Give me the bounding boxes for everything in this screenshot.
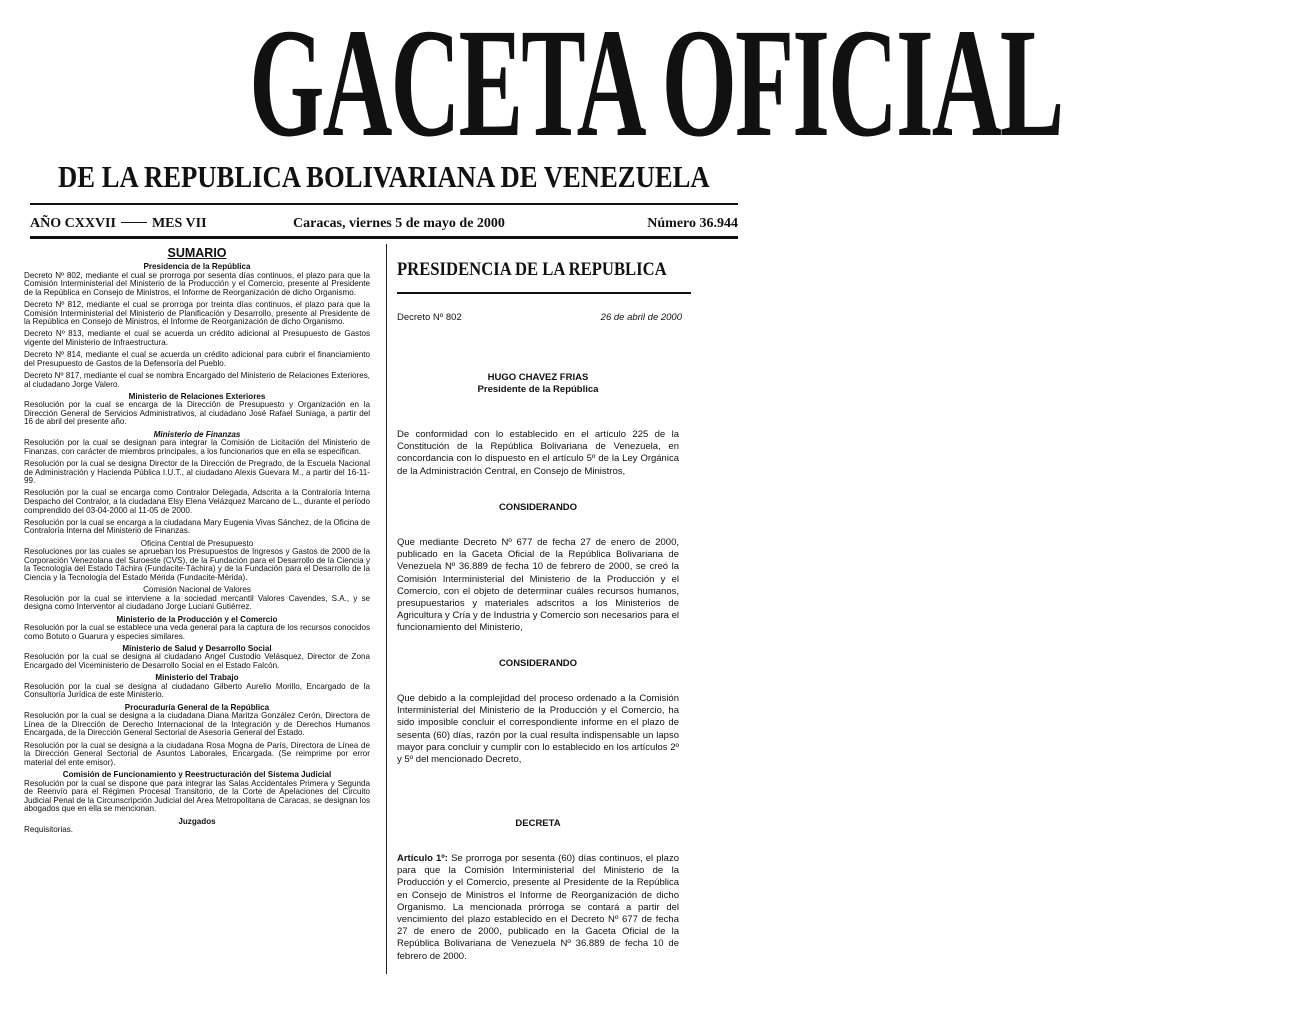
sumario-section-heading: Ministerio de Finanzas <box>153 429 241 439</box>
signer-name: HUGO CHAVEZ FRIAS <box>487 372 589 383</box>
sumario-entry: Resolución por la cual se designa a la ciudadana Rosa Mogna de París, Directora de Línea de la Dirección General Sectorial de Asuntos Laborales, Encargada. (Se reimprime por error material del ente emisor). <box>24 740 370 767</box>
sumario-section-heading: Comisión de Funcionamiento y Reestructuración del Sistema Judicial <box>62 769 332 779</box>
signer-block <box>397 372 679 395</box>
sumario-entry: Resolución por la cual se encarga a la ciudadana Mary Eugenia Vivas Sánchez, de la Oficina de Contraloría Interna del Ministerio de Finanzas. <box>24 517 370 536</box>
decree-number: Decreto Nº 802 <box>397 312 462 323</box>
sumario-entry: Resolución por la cual se designa a la ciudadana Diana Maritza González Cerón, Directora de Línea de la Dirección de Derecho Internacional de la Integración y de Derechos Humanos Encargada, de la Dirección General Sectorial de Asesoría General del Estado. <box>24 711 370 738</box>
masthead-rule-top <box>30 203 738 205</box>
section-title-rule <box>397 292 691 294</box>
article-1-label: Artículo 1º: <box>397 853 448 864</box>
sumario-entry: Resolución por la cual se encarga de la Dirección de Presupuesto y Organización en la Dirección General de Servicios Administrativos, al ciudadano José Rafael Suniaga, a partir del 16 de abril del presente año. <box>24 400 370 427</box>
issue-number: Número 36.944 <box>647 216 738 231</box>
considerando-heading-1: CONSIDERANDO <box>498 502 578 513</box>
sumario-section-heading: Ministerio de la Producción y el Comercio <box>116 614 278 624</box>
sumario-entry: Decreto Nº 813, mediante el cual se acuerda un crédito adicional al Presupuesto de Gastos vigente del Ministerio de Infraestructura. <box>24 329 370 347</box>
sumario-entry: Resolución por la cual se dispone que para integrar las Salas Accidentales Primera y Segunda de Reenvío para el Régimen Procesal Transitorio, de la Corte de Apelaciones del Circuito Judicial Penal de la Circunscripción Judicial del Area Metropolitana de Caracas, se designan los abogados que en ella se mencionan. <box>24 778 370 814</box>
sumario-entry: Resolución por la cual se designa al ciudadano Angel Custodio Velásquez, Director de Zona Encargado del Viceministerio de Desarrollo Social en el Estado Falcón. <box>24 652 370 671</box>
article-1-text: Se prorroga por sesenta (60) días continuos, el plazo para que la Comisión Interministerial del Ministerio de la Producción y el Comercio, presente al Presidente de la República en Consejo de Ministros el Informe de Reorganización de dicho Organismo. La mencionada prórroga se contará a partir del vencimiento del plazo establecido en el Decreto Nº 677 de fecha 27 de enero de 2000, publicado en la Gaceta Oficial de la República Bolivariana de Venezuela Nº 36.889 de fecha 10 de febrero de 2000. <box>397 853 679 962</box>
gazette-masthead-subtitle: DE LA REPUBLICA BOLIVARIANA DE VENEZUELA <box>58 159 710 194</box>
sumario-entry: Requisitorias. <box>24 825 74 835</box>
decree-column <box>397 258 682 962</box>
gazette-masthead-title: GACETA OFICIAL <box>249 0 1063 169</box>
issue-year-month <box>30 214 207 234</box>
considerando-heading-2: CONSIDERANDO <box>498 658 578 669</box>
sumario-section-heading: Oficina Central de Presupuesto <box>140 538 254 548</box>
sumario-section-heading: Juzgados <box>178 816 216 826</box>
decree-intro-paragraph: De conformidad con lo establecido en el artículo 225 de la Constitución de la República Bolivariana de Venezuela, en concordancia con lo dispuesto en el artículo 5º de la Ley Orgánica de la Administración Central, en Consejo de Ministros, <box>397 429 679 477</box>
issue-dash <box>121 222 147 223</box>
section-title: PRESIDENCIA DE LA REPUBLICA <box>397 260 667 280</box>
sumario-entry: Resolución por la cual se encarga como Contralor Delegada, Adscrita a la Contraloría Interna Despacho del Contralor, a la ciudadana Elsy Elena Velázquez Marcano de L., durante el período comprendido del 03-04-2000 al 11-05 de 2000. <box>24 488 371 515</box>
issue-line <box>30 214 738 234</box>
sumario-heading: SUMARIO <box>167 246 227 260</box>
sumario-entry: Resolución por la cual se establece una veda general para la captura de los recursos conocidos como Botuto o Guarura y especies similares. <box>24 623 370 641</box>
sumario-column <box>24 246 370 838</box>
sumario-section-heading: Presidencia de la República <box>143 262 251 271</box>
sumario-entry: Decreto Nº 814, mediante el cual se acuerda un crédito adicional para cubrir el financiamiento del Presupuesto de Gastos de la Defensoría del Pueblo. <box>24 350 370 368</box>
issue-month: MES VII <box>151 216 207 231</box>
column-divider <box>386 244 387 974</box>
article-1-paragraph <box>397 853 679 963</box>
sumario-entry: Resoluciones por las cuales se aprueban los Presupuestos de Ingresos y Gastos de 2000 de la Corporación Venezolana del Suroeste (CVS), de la Fundación para el Desarrollo de la Ciencia y la Tecnología del Estado Táchira (Fundacite-Táchira) y de la Fundación para el Desarrollo de la Ciencia y la Tecnología del Estado Mérida (Fundacite-Mérida). <box>24 547 370 582</box>
masthead-rule-bottom <box>30 236 738 239</box>
issue-year: AÑO CXXVII <box>30 216 116 231</box>
sumario-entry: Decreto Nº 802, mediante el cual se prorroga por sesenta días continuos, el plazo para que la Comisión Interministerial del Ministerio de la Producción y el Comercio, presente al Presidente de la República en Consejo de Ministros, el Informe de Reorganización de dicho Organismo. <box>24 270 370 297</box>
sumario-entry: Resolución por la cual se designa Director de la Dirección de Pregrado, de la Escuela Nacional de Administración y Hacienda Pública I.U.T., al ciudadano Alexis Guevara M., a partir del 16-11-99. <box>24 459 370 486</box>
sumario-entry: Resolución por la cual se designa al ciudadano Gilberto Aurelio Morillo, Encargado de la Consultoría Jurídica de este Ministerio. <box>24 681 370 700</box>
decree-date: 26 de abril de 2000 <box>600 312 682 323</box>
signer-title: Presidente de la República <box>477 383 599 395</box>
sumario-section-heading: Comisión Nacional de Valores <box>143 585 251 595</box>
decreta-heading: DECRETA <box>515 818 561 829</box>
sumario-list <box>24 263 370 835</box>
sumario-entry: Decreto Nº 817, mediante el cual se nombra Encargado del Ministerio de Relaciones Exteriores, al ciudadano Jorge Valero. <box>24 370 370 389</box>
sumario-entry: Decreto Nº 812, mediante el cual se prorroga por treinta días continuos, el plazo para que la Comisión Interministerial del Ministerio de Planificación y Desarrollo, presente al Presidente de la República en Consejo de Ministros, el Informe de Reorganización de dicho Organismo. <box>24 299 370 327</box>
considerando-paragraph-2: Que debido a la complejidad del proceso ordenado a la Comisión Interministerial del Ministerio de la Producción y el Comercio, ha sido imposible concluir el correspondiente informe en el plazo de sesenta (60) días, razón por la cual resulta indispensable un lapso mayor para concluir y cumplir con lo establecido en los artículos 2º y 5º del mencionado Decreto, <box>397 693 679 766</box>
sumario-section-heading: Ministerio de Relaciones Exteriores <box>128 391 266 401</box>
considerando-paragraph-1: Que mediante Decreto Nº 677 de fecha 27 de enero de 2000, publicado en la Gaceta Oficial de la República Bolivariana de Venezuela Nº 36.889 de fecha 10 de febrero de 2000, se creó la Comisión Interministerial del Ministerio de la Producción y el Comercio, con el objeto de determinar cuáles recursos humanos, presupuestarios y materiales adscritos a los Ministerios de Agricultura y Cría y de Industria y Comercio son necesarios para el funcionamiento del Ministerio, <box>397 537 679 634</box>
issue-place-date: Caracas, viernes 5 de mayo de 2000 <box>293 216 505 231</box>
sumario-section-heading: Ministerio del Trabajo <box>155 673 239 683</box>
sumario-section-heading: Ministerio de Salud y Desarrollo Social <box>122 643 272 653</box>
sumario-entry: Resolución por la cual se interviene a la sociedad mercantil Valores Cavendes, S.A., y se designa como Interventor al ciudadano Jorge Luciani Gutiérrez. <box>24 593 370 612</box>
sumario-section-heading: Procuraduría General de la República <box>124 702 270 712</box>
sumario-entry: Resolución por la cual se designan para integrar la Comisión de Licitación del Ministerio de Finanzas, con carácter de miembros principales, a los funcionarios que en ella se especifican. <box>24 438 370 456</box>
